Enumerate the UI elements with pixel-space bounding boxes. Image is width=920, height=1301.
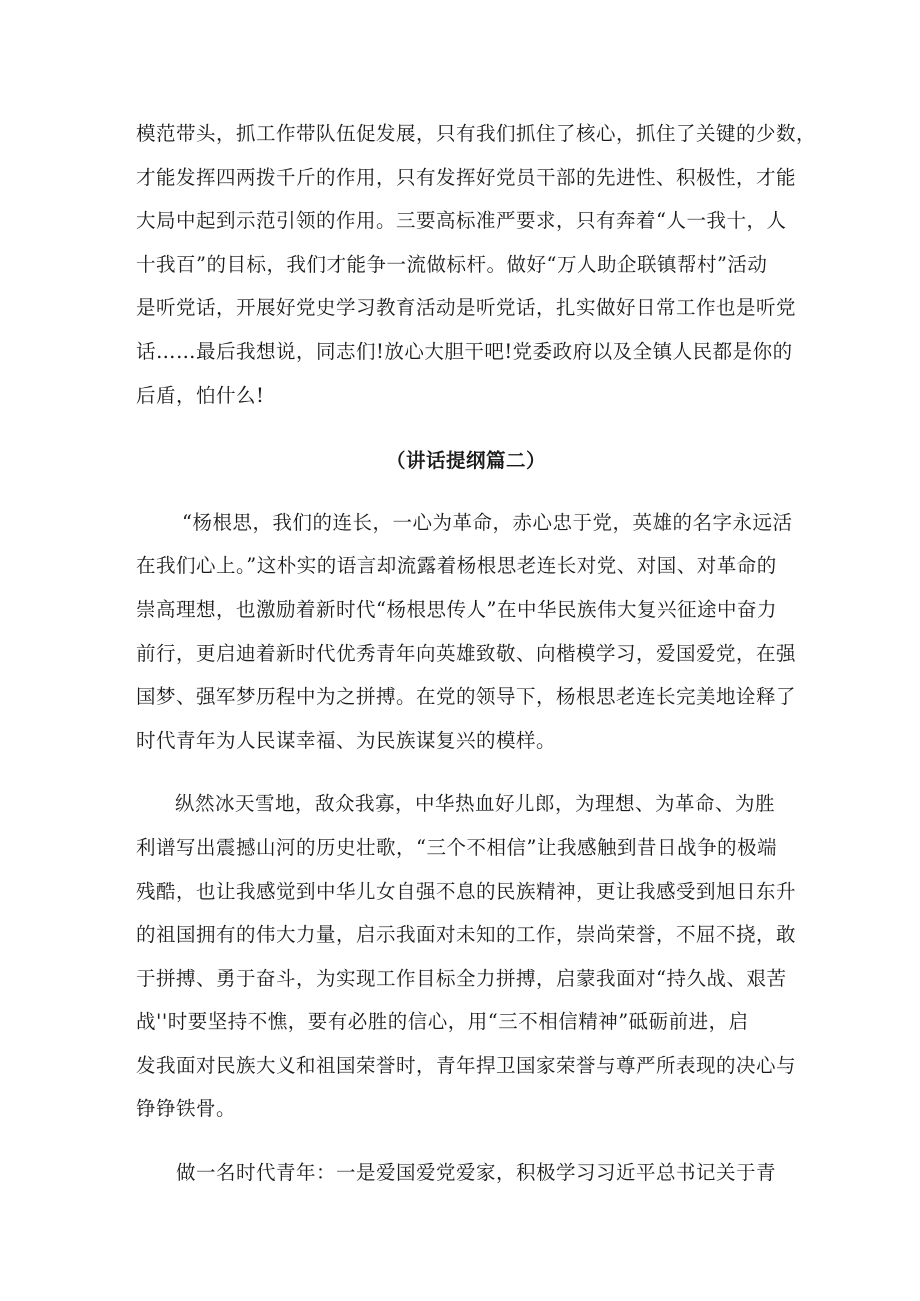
paragraph-1-line: 模范带头，抓工作带队伍促发展，只有我们抓住了核心，抓住了关键的少数， [136,122,817,145]
paragraph-1-line: 才能发挥四两拨千斤的作用，只有发挥好党员干部的先进性、积极性，才能 [136,165,797,189]
paragraph-gap [136,762,796,782]
paragraph-2-line: “杨根思，我们的连长，一心为革命，赤心忠于党，英雄的名字永远活 [182,510,793,534]
paragraph-3-line: 纵然冰天雪地，敌众我寡，中华热血好儿郎，为理想、为革命、为胜 [175,792,776,816]
paragraph-1-line: 后盾，怕什么! [136,383,265,407]
paragraph-4 [136,1151,796,1195]
paragraph-3-line: 残酷，也让我感觉到中华儿女自强不息的民族精神，更让我感受到旭日东升 [136,879,797,903]
paragraph-3-line: 于拼搏、勇于奋斗，为实现工作目标全力拼搏，启蒙我面对“持久战、艰苦 [136,966,787,990]
paragraph-1-line: 话……最后我想说，同志们!放心大胆干吧!党委政府以及全镇人民都是你的 [136,339,793,363]
paragraph-3 [136,782,796,1131]
paragraph-1 [136,112,817,417]
paragraph-gap [136,1131,796,1151]
paragraph-2 [136,501,796,763]
paragraph-3-line: 战''时要坚持不憔，要有必胜的信心，用“三不相信精神”砥砺前进，启 [136,1010,749,1034]
paragraph-3-line: 利谱写出震撼山河的历史壮歌，“三个不相信”让我感触到昔日战争的极端 [136,835,777,859]
paragraph-1-line: 大局中起到示范引领的作用。三要高标准严要求，只有奔着“人一我十，人 [136,209,787,233]
paragraph-3-line: 铮铮铁骨。 [136,1097,237,1121]
paragraph-2-line: 国梦、强军梦历程中为之拼搏。在党的领导下，杨根思老连长完美地诠释了 [136,685,797,709]
paragraph-2-line: 时代青年为人民谋幸福、为民族谋复兴的模样。 [136,728,557,752]
paragraph-2-line: 在我们心上。”这朴实的语言却流露着杨根思老连长对党、对国、对革命的 [136,554,777,578]
paragraph-4-line: 做一名时代青年：一是爱国爱党爱家，积极学习习近平总书记关于青 [176,1161,777,1185]
paragraph-1-line: 是听党话，开展好党史学习教育活动是听党话，扎实做好日常工作也是听党 [136,296,797,320]
document-page [136,112,817,1195]
paragraph-2-line: 前行，更启迪着新时代优秀青年向英雄致敬、向楷模学习，爱国爱党，在强 [136,641,797,665]
section-heading: （讲话提纲篇二） [385,449,546,473]
paragraph-2-line: 崇高理想，也激励着新时代“杨根思传人”在中华民族伟大复兴征途中奋力 [136,597,777,621]
paragraph-3-line: 的祖国拥有的伟大力量，启示我面对未知的工作，崇尚荣誉，不屈不挠，敢 [136,923,797,947]
paragraph-3-line: 发我面对民族大义和祖国荣誉时，青年捍卫国家荣誉与尊严所表现的决心与 [136,1053,797,1077]
paragraph-1-line: 十我百”的目标，我们才能争一流做标杆。做好“万人助企联镇帮村”活动 [136,252,768,276]
